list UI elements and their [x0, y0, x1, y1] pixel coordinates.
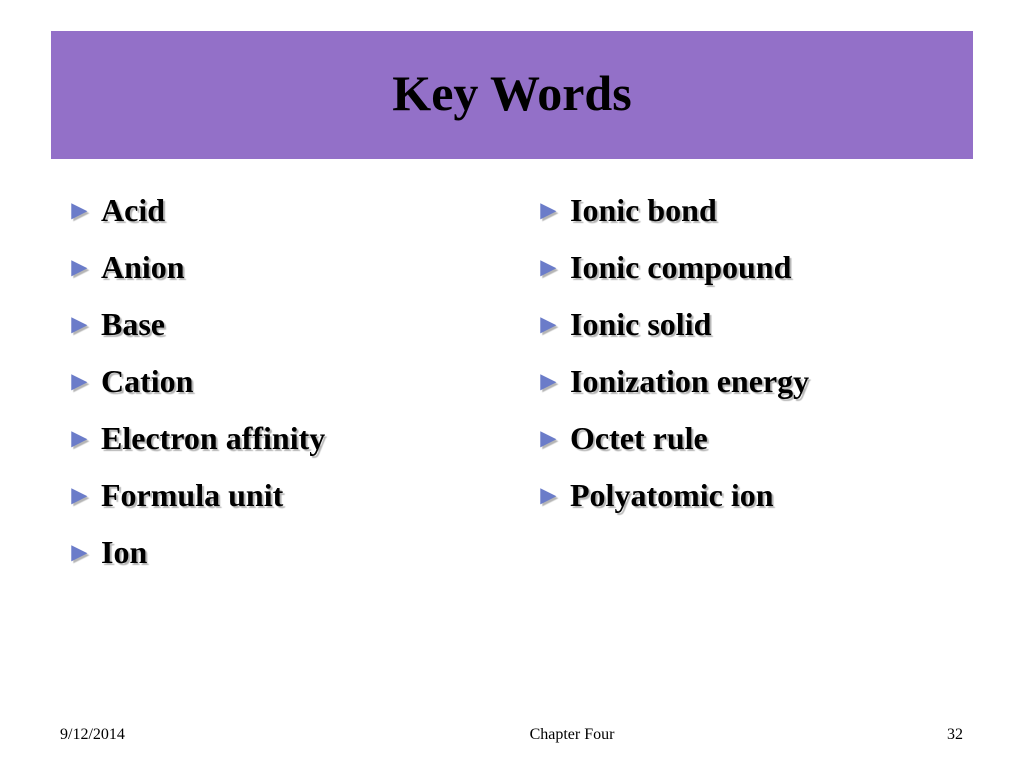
slide-title: Key Words — [392, 65, 632, 121]
key-word: Polyatomic ion — [570, 477, 774, 513]
bullet-triangle-icon: ► — [66, 195, 93, 225]
bullet-triangle-icon: ► — [535, 252, 562, 282]
key-word: Ionic bond — [570, 192, 717, 228]
footer-page-number: 32 — [947, 726, 963, 743]
footer-date: 9/12/2014 — [60, 726, 125, 743]
bullet-triangle-icon: ► — [66, 423, 93, 453]
key-word: Ion — [101, 534, 148, 570]
key-words-left-column — [66, 188, 325, 587]
bullet-triangle-icon: ► — [535, 423, 562, 453]
footer-chapter: Chapter Four — [529, 726, 615, 743]
bullet-triangle-icon: ► — [66, 537, 93, 567]
bullet-triangle-icon: ► — [66, 252, 93, 282]
list-item — [535, 416, 809, 473]
list-item — [66, 245, 325, 302]
bullet-triangle-icon: ► — [535, 366, 562, 396]
bullet-triangle-icon: ► — [66, 480, 93, 510]
bullet-triangle-icon: ► — [66, 366, 93, 396]
list-item — [535, 245, 809, 302]
list-item — [66, 530, 325, 587]
bullet-triangle-icon: ► — [535, 195, 562, 225]
key-word: Cation — [101, 363, 194, 399]
key-word: Acid — [101, 192, 165, 228]
key-word: Formula unit — [101, 477, 284, 513]
bullet-triangle-icon: ► — [66, 309, 93, 339]
list-item — [66, 302, 325, 359]
key-words-right-column — [535, 188, 809, 530]
list-item — [535, 473, 809, 530]
key-word: Ionic compound — [570, 249, 792, 285]
list-item — [66, 416, 325, 473]
key-word: Anion — [101, 249, 185, 285]
list-item — [535, 188, 809, 245]
key-word: Octet rule — [570, 420, 708, 456]
list-item — [66, 359, 325, 416]
title-bar — [51, 31, 973, 159]
list-item — [535, 302, 809, 359]
list-item — [535, 359, 809, 416]
key-word: Ionization energy — [570, 363, 810, 399]
key-word: Base — [101, 306, 165, 342]
key-word: Ionic solid — [570, 306, 712, 342]
list-item — [66, 473, 325, 530]
bullet-triangle-icon: ► — [535, 480, 562, 510]
bullet-triangle-icon: ► — [535, 309, 562, 339]
key-word: Electron affinity — [101, 420, 326, 456]
list-item — [66, 188, 325, 245]
